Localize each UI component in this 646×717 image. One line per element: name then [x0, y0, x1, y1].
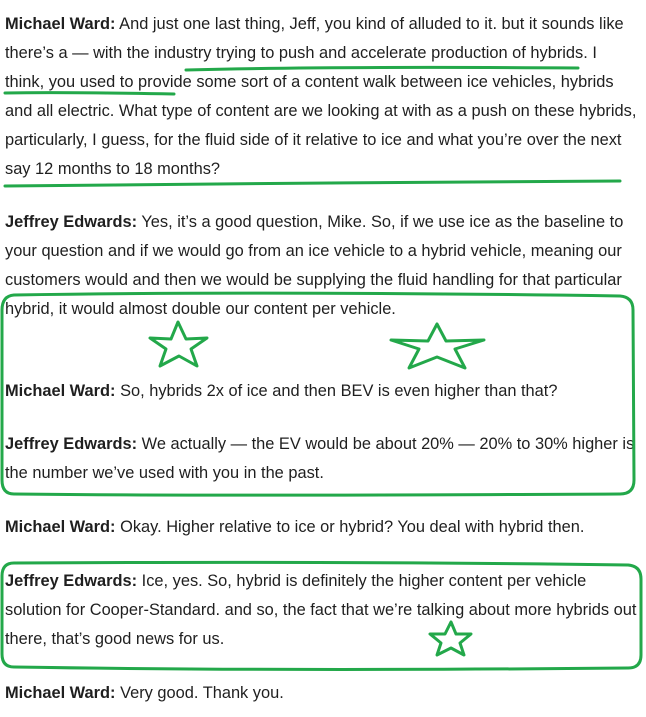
transcript-paragraph — [5, 567, 637, 654]
star-icon — [391, 324, 484, 368]
transcript-paragraph — [5, 377, 637, 406]
speaker-name: Michael Ward: — [5, 382, 116, 400]
paragraph-text: Okay. Higher relative to ice or hybrid? You deal with hybrid then. — [120, 518, 585, 536]
paragraph-text: We actually — the EV would be about 20% — 20% to 30% higher is the number we’ve used with you in the past. — [5, 435, 635, 482]
transcript-paragraph — [5, 10, 637, 184]
speaker-name: Jeffrey Edwards: — [5, 435, 138, 453]
speaker-name: Michael Ward: — [5, 15, 116, 33]
speaker-name: Jeffrey Edwards: — [5, 213, 138, 231]
paragraph-text: Ice, yes. So, hybrid is definitely the higher content per vehicle solution for Cooper-Standard. and so, the fact that we’re talking about more hybrids out there, that’s good news for us. — [5, 572, 637, 648]
star-icon — [150, 322, 207, 366]
paragraph-text: Yes, it’s a good question, Mike. So, if we use ice as the baseline to your question and if we would go from an ice vehicle to a hybrid vehicle, meaning our customers would and then we would be supplying the fluid handling for that particular hybrid, it would almost double our content per vehicle. — [5, 213, 624, 318]
speaker-name: Michael Ward: — [5, 518, 116, 536]
transcript-paragraph — [5, 208, 637, 324]
paragraph-text: Very good. Thank you. — [120, 684, 284, 702]
transcript-paragraph — [5, 679, 637, 708]
speaker-name: Michael Ward: — [5, 684, 116, 702]
transcript-paragraph — [5, 513, 637, 542]
paragraph-text: So, hybrids 2x of ice and then BEV is even higher than that? — [120, 382, 558, 400]
transcript-paragraph — [5, 430, 637, 488]
paragraph-text: And just one last thing, Jeff, you kind of alluded to it. but it sounds like there’s a — with the industry trying to push and accelerate production of hybrids. I think, you used to provide some sort of a content walk between ice vehicles, hybrids and all electric. What type of content are we looking at with as a push on these hybrids, particularly, I guess, for the fluid side of it relative to ice and what you’re over the next say 12 months to 18 months? — [5, 15, 637, 178]
speaker-name: Jeffrey Edwards: — [5, 572, 138, 590]
